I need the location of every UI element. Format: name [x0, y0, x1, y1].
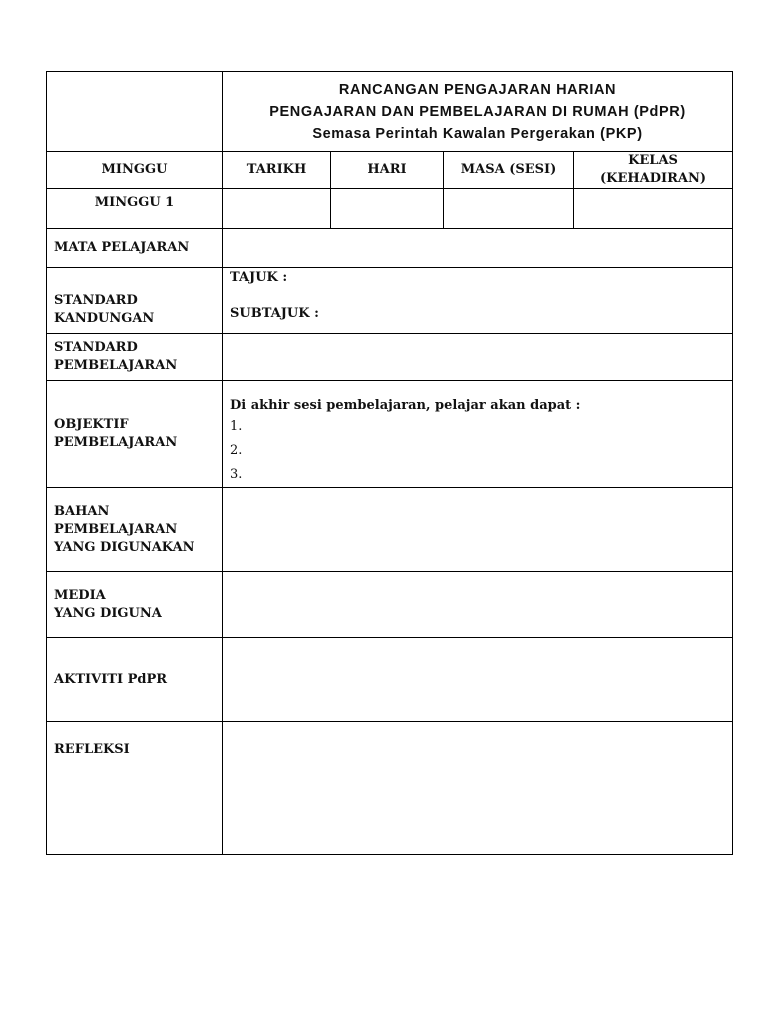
objektif-item-1: 1. — [230, 419, 243, 434]
label-objektif-line2: PEMBELAJARAN — [54, 435, 178, 450]
objektif-item-2: 2. — [230, 443, 243, 458]
row-objektif — [47, 381, 733, 488]
header-tarikh: TARIKH — [223, 152, 331, 189]
label-media-line2: YANG DIGUNA — [54, 605, 162, 621]
content-mata-pelajaran[interactable] — [223, 229, 733, 268]
header-kelas — [574, 152, 733, 189]
label-objektif — [47, 381, 223, 488]
row-aktiviti — [47, 638, 733, 722]
label-bahan-line1: BAHAN — [54, 503, 110, 519]
objektif-intro: Di akhir sesi pembelajaran, pelajar akan dapat : — [230, 398, 581, 413]
label-standard-kandungan-line1: STANDARD — [54, 293, 138, 308]
header-row — [47, 152, 733, 189]
header-kelas-line1: KELAS — [628, 153, 678, 168]
minggu-value: MINGGU 1 — [47, 189, 223, 229]
label-refleksi: REFLEKSI — [47, 722, 223, 855]
label-media — [47, 572, 223, 638]
label-standard-pembelajaran — [47, 334, 223, 381]
logo-cell — [47, 72, 223, 152]
objektif-item-3: 3. — [230, 467, 243, 482]
title-row — [47, 72, 733, 152]
hari-value-cell[interactable] — [331, 189, 444, 229]
week-row — [47, 189, 733, 229]
label-aktiviti: AKTIVITI PdPR — [47, 638, 223, 722]
row-refleksi — [47, 722, 733, 855]
tarikh-value-cell[interactable] — [223, 189, 331, 229]
label-standard-pembelajaran-line1: STANDARD — [54, 340, 138, 355]
row-mata-pelajaran — [47, 229, 733, 268]
label-standard-pembelajaran-line2: PEMBELAJARAN — [54, 358, 178, 373]
header-hari: HARI — [331, 152, 444, 189]
title-cell — [223, 72, 733, 152]
row-bahan — [47, 488, 733, 572]
lesson-plan-form — [46, 71, 732, 850]
label-bahan-line2: PEMBELAJARAN — [54, 521, 178, 537]
header-kelas-line2: (KEHADIRAN) — [600, 171, 707, 186]
masa-value-cell[interactable] — [444, 189, 574, 229]
content-objektif[interactable] — [223, 381, 733, 488]
lesson-plan-table — [46, 71, 733, 855]
label-standard-kandungan — [47, 268, 223, 334]
content-media[interactable] — [223, 572, 733, 638]
header-minggu: MINGGU — [47, 152, 223, 189]
row-standard-kandungan — [47, 268, 733, 334]
content-standard-kandungan[interactable] — [223, 268, 733, 334]
header-masa: MASA (SESI) — [444, 152, 574, 189]
subtajuk-label: SUBTAJUK : — [230, 306, 319, 321]
content-refleksi[interactable] — [223, 722, 733, 855]
row-media — [47, 572, 733, 638]
label-media-line1: MEDIA — [54, 587, 106, 603]
kelas-value-cell[interactable] — [574, 189, 733, 229]
label-standard-kandungan-line2: KANDUNGAN — [54, 311, 155, 326]
form-subtitle: PENGAJARAN DAN PEMBELAJARAN DI RUMAH (PdPR) — [269, 103, 686, 120]
form-title: RANCANGAN PENGAJARAN HARIAN — [338, 81, 617, 98]
content-standard-pembelajaran[interactable] — [223, 334, 733, 381]
tajuk-label: TAJUK : — [230, 270, 288, 285]
label-bahan — [47, 488, 223, 572]
content-bahan[interactable] — [223, 488, 733, 572]
label-objektif-line1: OBJEKTIF — [54, 417, 129, 432]
label-mata-pelajaran: MATA PELAJARAN — [47, 229, 223, 268]
content-aktiviti[interactable] — [223, 638, 733, 722]
form-subtitle-pkp: Semasa Perintah Kawalan Pergerakan (PKP) — [312, 125, 643, 142]
label-bahan-line3: YANG DIGUNAKAN — [54, 539, 195, 555]
row-standard-pembelajaran — [47, 334, 733, 381]
